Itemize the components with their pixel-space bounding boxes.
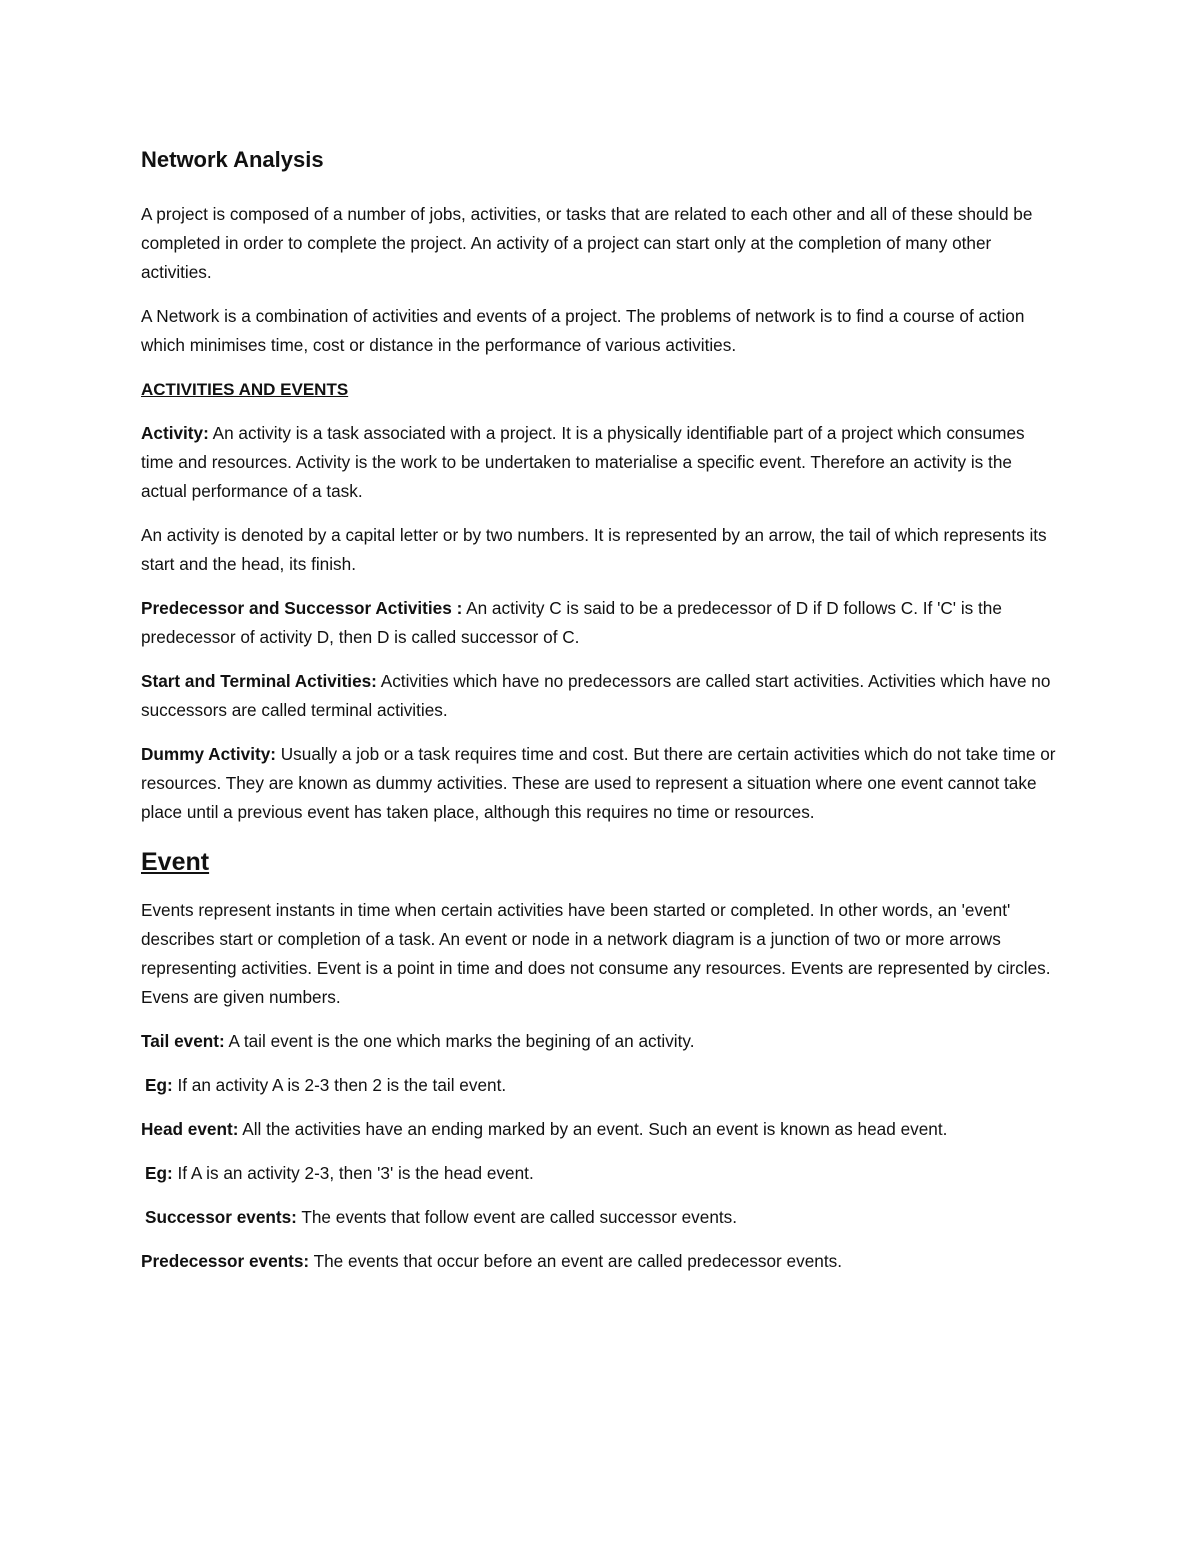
head-event-term: Head event:	[141, 1119, 239, 1139]
start-terminal-text: Activities which have no predecessors are called start activities. Activities which have no successors are called terminal activities.	[141, 671, 1051, 720]
tail-event-definition	[141, 1027, 1061, 1056]
head-event-text: All the activities have an ending marked by an event. Such an event is known as head event.	[238, 1119, 948, 1139]
pred-succ-text: An activity C is said to be a predecessor of D if D follows C. If 'C' is the predecessor of activity D, then D is called successor of C.	[141, 598, 1002, 647]
dummy-text: Usually a job or a task requires time and cost. But there are certain activities which do not take time or resources. They are known as dummy activities. These are used to represent a situation where one event cannot take place until a previous event has taken place, although this requires no time or resources.	[141, 744, 1056, 822]
predecessor-events-text: The events that occur before an event are called predecessor events.	[309, 1251, 842, 1271]
event-description: Events represent instants in time when certain activities have been started or completed. In other words, an 'event' describes start or completion of a task. An event or node in a network diagram is a junction of two or more arrows representing activities. Event is a point in time and does not consume any resources. Events are represented by circles. Evens are given numbers.	[141, 900, 1051, 1007]
successor-events-text: The events that follow event are called successor events.	[296, 1207, 738, 1227]
intro-paragraph-1: A project is composed of a number of jobs, activities, or tasks that are related to each other and all of these should be completed in order to complete the project. An activity of a project can start only at the completion of many other activities.	[141, 204, 1033, 282]
activity-notation: An activity is denoted by a capital letter or by two numbers. It is represented by an arrow, the tail of which represents its start and the head, its finish.	[141, 525, 1047, 574]
page-title: Network Analysis	[141, 147, 324, 172]
tail-eg-text: If an activity A is 2-3 then 2 is the tail event.	[172, 1075, 507, 1095]
pred-succ-term: Predecessor and Successor Activities :	[141, 598, 463, 618]
activity-text: An activity is a task associated with a project. It is a physically identifiable part of a project which consumes time and resources. Activity is the work to be undertaken to materialise a specific event. Therefore an activity is the actual performance of a task.	[141, 423, 1025, 501]
event-heading: Event	[141, 848, 210, 876]
head-event-example	[141, 1159, 1061, 1188]
start-terminal-definition	[141, 667, 1061, 725]
predecessor-successor-definition	[141, 594, 1061, 652]
successor-events-term: Successor events:	[145, 1207, 297, 1227]
predecessor-events-definition	[141, 1247, 1061, 1276]
tail-eg-term: Eg:	[145, 1075, 173, 1095]
activity-term: Activity:	[141, 423, 209, 443]
predecessor-events-term: Predecessor events:	[141, 1251, 310, 1271]
tail-event-text: A tail event is the one which marks the begining of an activity.	[224, 1031, 695, 1051]
intro-paragraph-2: A Network is a combination of activities and events of a project. The problems of network is to find a course of action which minimises time, cost or distance in the performance of various activities.	[141, 306, 1025, 355]
dummy-term: Dummy Activity:	[141, 744, 276, 764]
tail-event-term: Tail event:	[141, 1031, 225, 1051]
document-page	[141, 140, 1061, 1291]
successor-events-definition	[141, 1203, 1061, 1232]
head-eg-text: If A is an activity 2-3, then '3' is the head event.	[172, 1163, 534, 1183]
head-eg-term: Eg:	[145, 1163, 173, 1183]
head-event-definition	[141, 1115, 1061, 1144]
tail-event-example	[141, 1071, 1061, 1100]
start-terminal-term: Start and Terminal Activities:	[141, 671, 377, 691]
activities-events-heading: ACTIVITIES AND EVENTS	[141, 380, 349, 399]
dummy-activity-definition	[141, 740, 1061, 827]
activity-definition	[141, 419, 1061, 506]
